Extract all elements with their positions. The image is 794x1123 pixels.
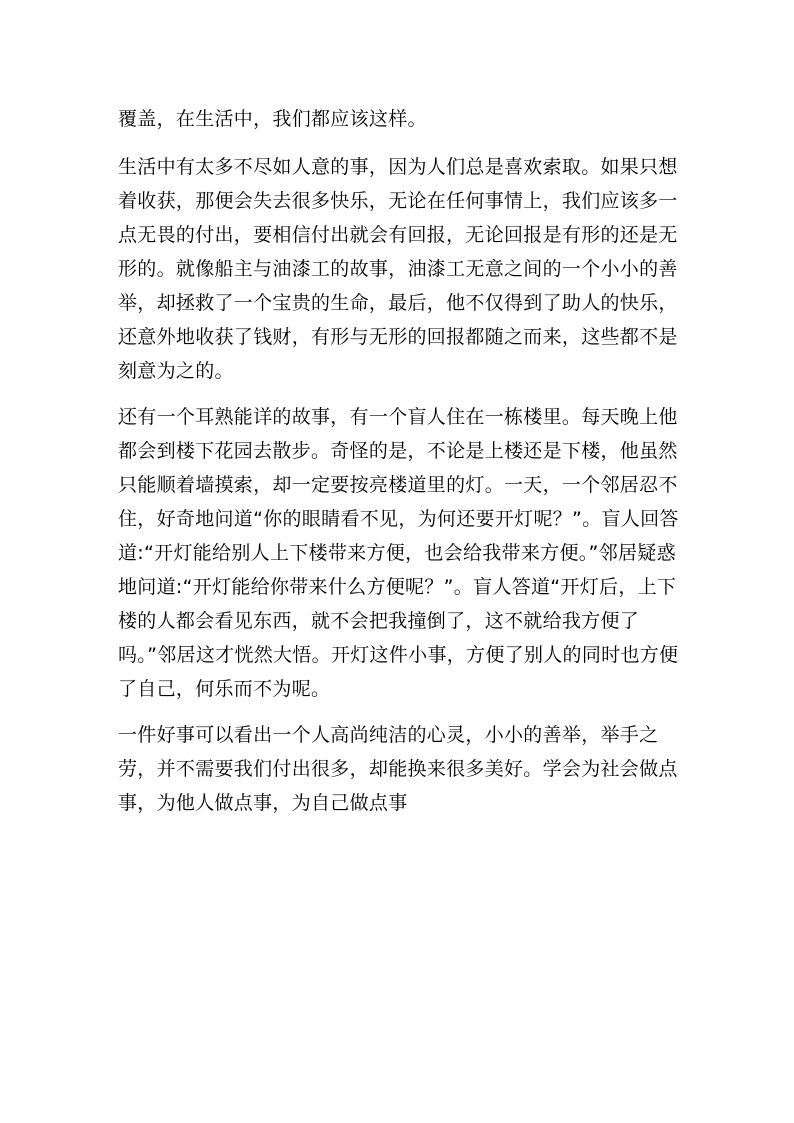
paragraph-2: 生活中有太多不尽如人意的事，因为人们总是喜欢索取。如果只想着收获，那便会失去很多快乐，无论在任何事情上，我们应该多一点无畏的付出，要相信付出就会有回报，无论回报是有形的还是无形的。就像船主与油漆工的故事，油漆工无意之间的一个小小的善举，却拯救了一个宝贵的生命，最后，他不仅得到了助人的快乐，还意外地收获了钱财，有形与无形的回报都随之而来，这些都不是刻意为之的。 <box>118 156 678 382</box>
paragraph-1: 覆盖，在生活中，我们都应该这样。 <box>118 108 427 130</box>
document-body <box>118 102 688 832</box>
paragraph-4: 一件好事可以看出一个人高尚纯洁的心灵，小小的善举，举手之劳，并不需要我们付出很多，却能换来很多美好。学会为社会做点事，为他人做点事，为自己做点事 <box>118 724 678 814</box>
paragraph-3: 还有一个耳熟能详的故事，有一个盲人住在一栋楼里。每天晚上他都会到楼下花园去散步。奇怪的是，不论是上楼还是下楼，他虽然只能顺着墙摸索，却一定要按亮楼道里的灯。一天，一个邻居忍不住，好奇地问道“你的眼睛看不见，为何还要开灯呢？”。盲人回答道:“开灯能给别人上下楼带来方便，也会给我带来方便。”邻居疑惑地问道:“开灯能给你带来什么方便呢？”。盲人答道“开灯后，上下楼的人都会看见东西，就不会把我撞倒了，这不就给我方便了吗。”邻居这才恍然大悟。开灯这件小事，方便了别人的同时也方便了自己，何乐而不为呢。 <box>118 406 679 700</box>
